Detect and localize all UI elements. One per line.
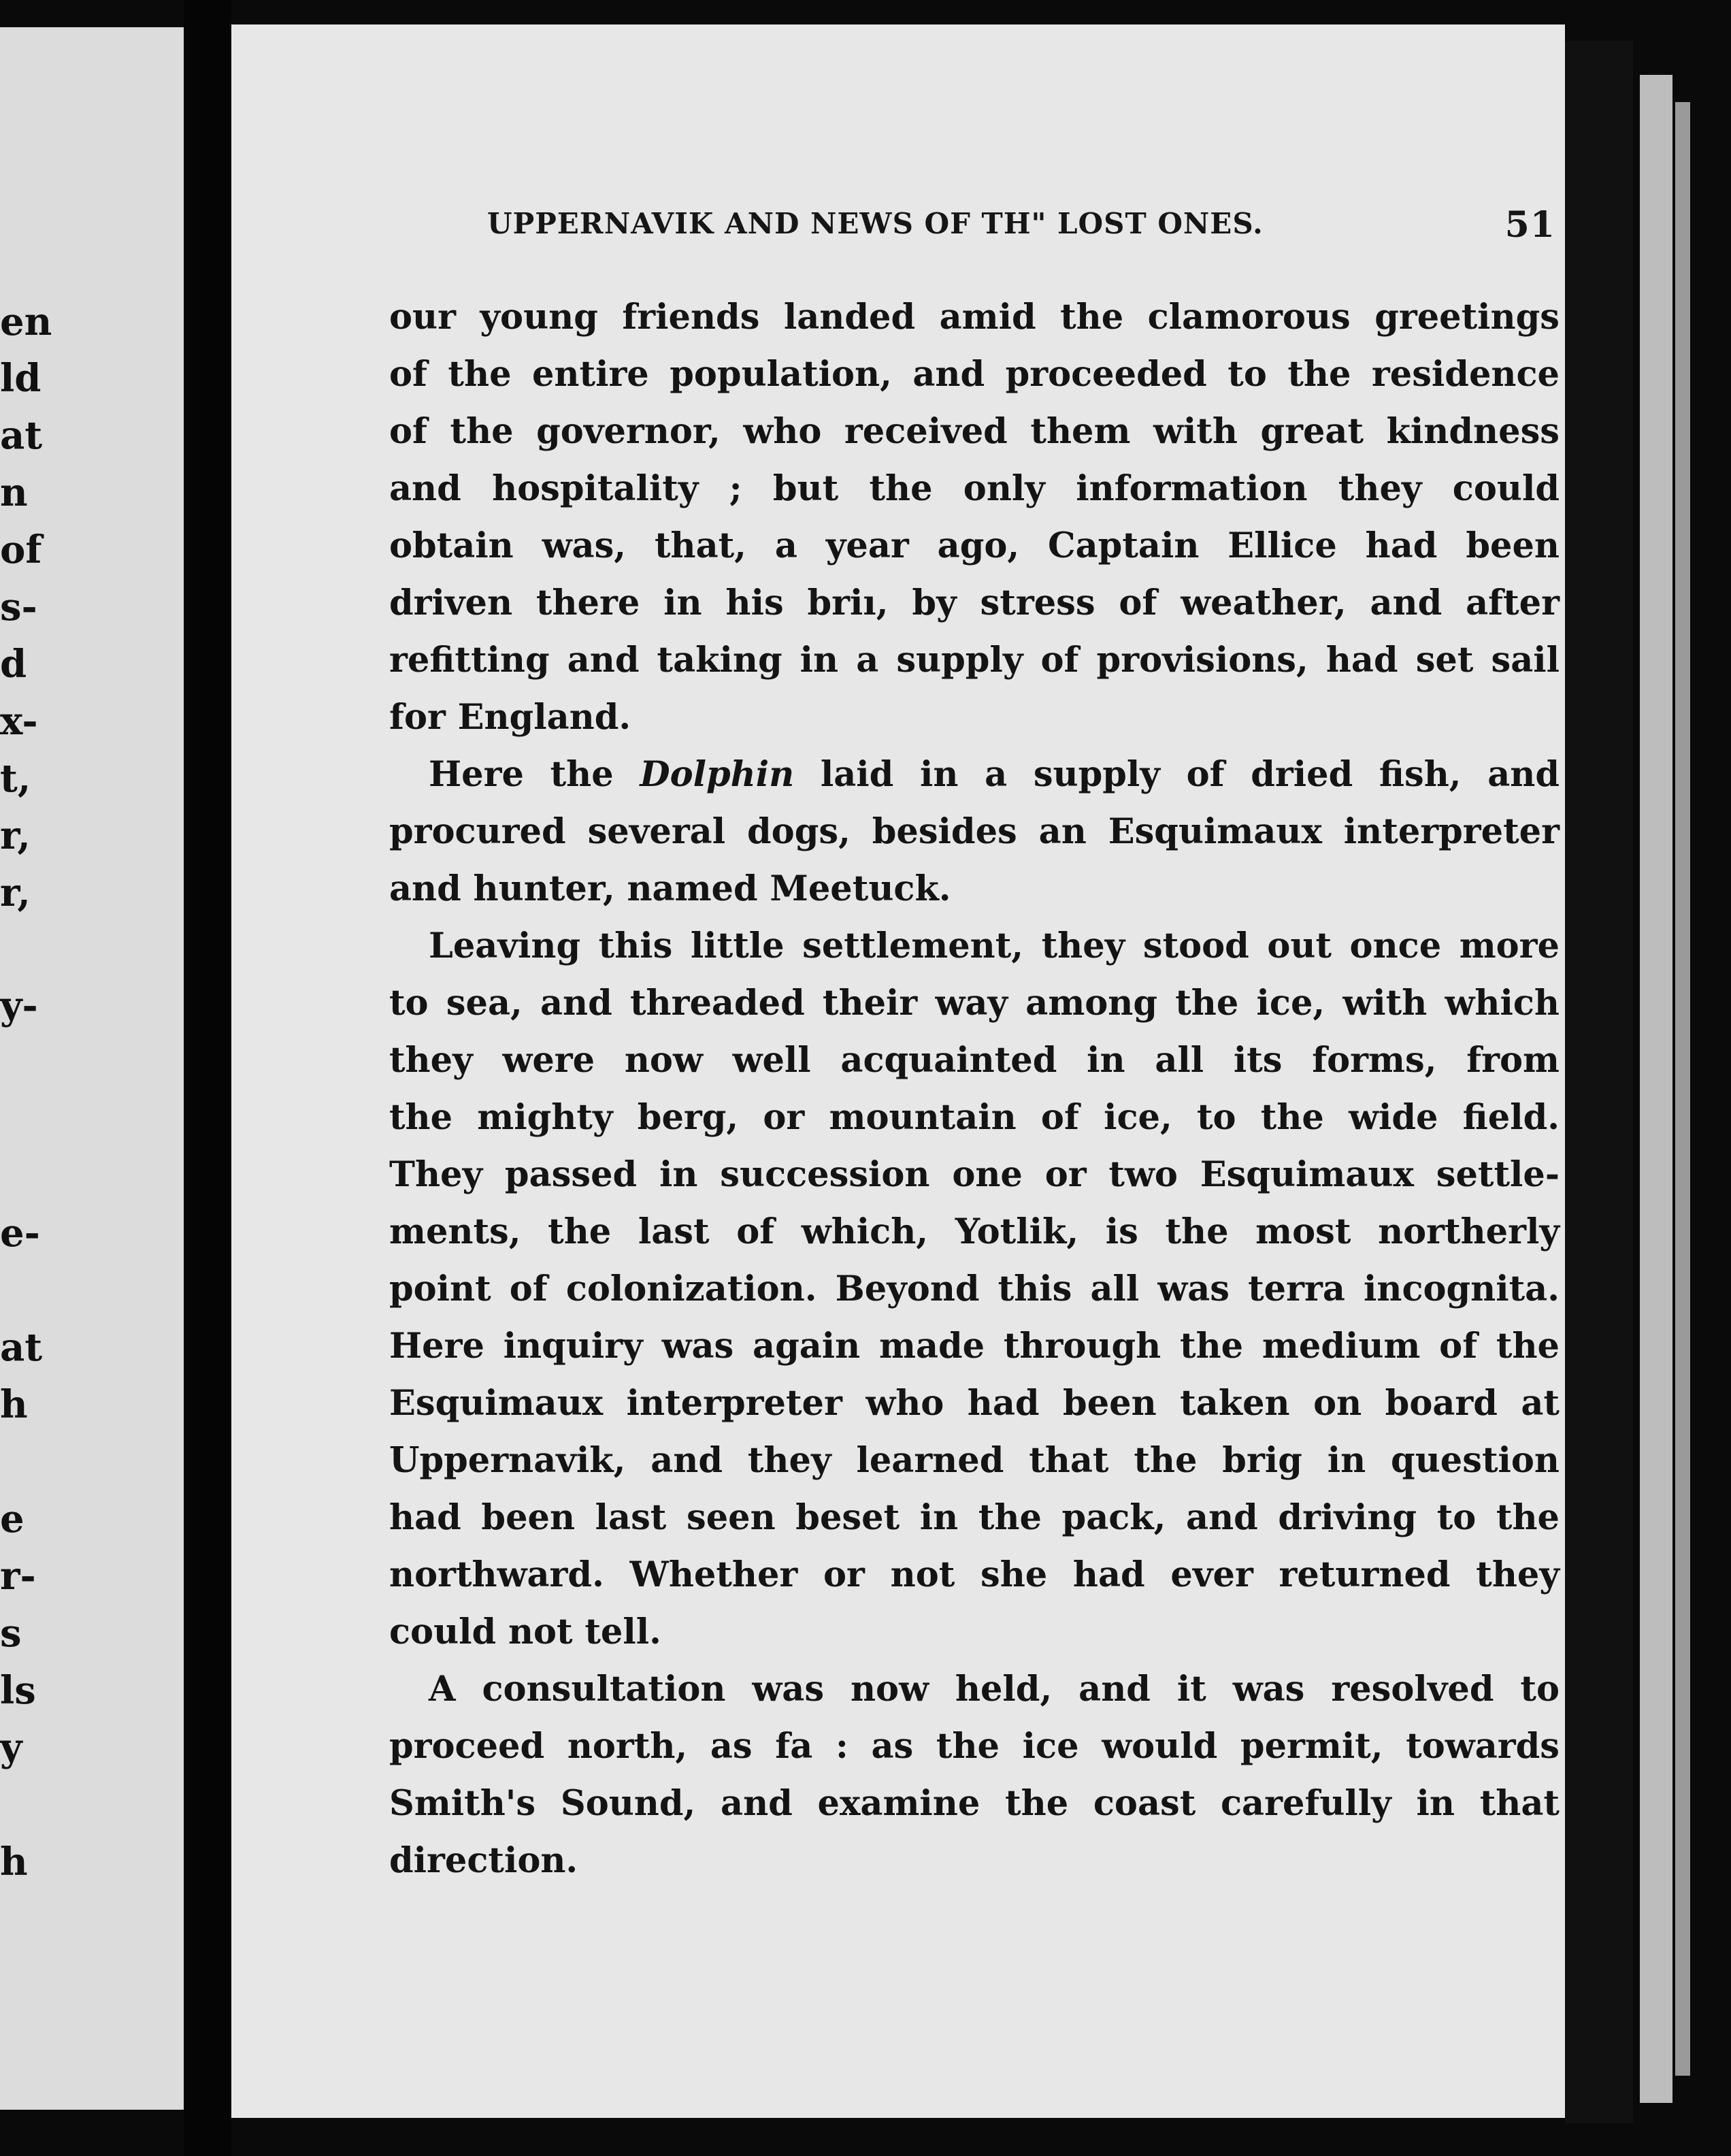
left-fragment: r-: [0, 1554, 36, 1599]
body-text: [389, 289, 1560, 1889]
left-fragment: s-: [0, 585, 37, 630]
paragraph: [389, 1661, 1560, 1889]
text-line: northward. Whether or not she had ever returned they: [389, 1554, 1560, 1595]
left-fragment: at: [0, 413, 43, 458]
running-title: UPPERNAVIK AND NEWS OF TH" LOST ONES.: [487, 207, 1264, 240]
text-line: proceed north, as fa : as the ice would permit, towards: [389, 1726, 1560, 1767]
text-line: Uppernavik, and they learned that the brig in question: [389, 1440, 1560, 1481]
text-line: could not tell.: [389, 1612, 661, 1652]
left-fragment: x-: [0, 699, 38, 744]
text-line: procured several dogs, besides an Esquimaux interpreter: [389, 811, 1560, 852]
text-line: Here the Dolphin laid in a supply of dried fish, and: [429, 754, 1560, 795]
page-stack-edge: [1640, 75, 1672, 2103]
left-fragment: e-: [0, 1211, 40, 1256]
text-line: driven there in his briı, by stress of weather, and after: [389, 583, 1560, 623]
book-edge-shadow: [1565, 41, 1633, 2123]
text-line: for England.: [389, 697, 631, 738]
text-line: had been last seen beset in the pack, and driving to the: [389, 1497, 1560, 1538]
text-line: They passed in succession one or two Esquimaux settle-: [389, 1154, 1560, 1195]
paragraph: [389, 917, 1560, 1661]
left-fragment: r,: [0, 870, 31, 915]
ship-name: Dolphin: [640, 754, 795, 795]
text-line: direction.: [389, 1840, 578, 1881]
text-line: obtain was, that, a year ago, Captain Ellice had been: [389, 525, 1560, 566]
left-fragment: h: [0, 1840, 28, 1884]
left-fragment: y-: [0, 983, 38, 1028]
left-fragment: e: [0, 1497, 24, 1541]
left-fragment: t,: [0, 756, 31, 801]
paragraph: [389, 289, 1560, 746]
page-number: 51: [1504, 204, 1555, 246]
text-line: of the governor, who received them with great kindness: [389, 411, 1560, 452]
left-fragment: at: [0, 1325, 43, 1370]
left-fragment: en: [0, 299, 52, 344]
text-line: to sea, and threaded their way among the ice, with which: [389, 983, 1560, 1024]
book-gutter: [184, 0, 231, 2156]
text-line: our young friends landed amid the clamorous greetings: [389, 297, 1560, 338]
paragraph: [389, 746, 1560, 917]
book-page: [231, 24, 1565, 2118]
left-fragment: of: [0, 527, 42, 572]
left-fragment: h: [0, 1382, 28, 1427]
left-fragment: d: [0, 642, 27, 687]
left-fragment: y: [0, 1725, 22, 1770]
text-line: and hospitality ; but the only information they could: [389, 468, 1560, 509]
left-fragment: n: [0, 470, 28, 515]
text-line: refitting and taking in a supply of provisions, had set sail: [389, 640, 1560, 681]
text-line: they were now well acquainted in all its forms, from: [389, 1040, 1560, 1081]
text-line: and hunter, named Meetuck.: [389, 868, 951, 909]
text-line: the mighty berg, or mountain of ice, to the wide field.: [389, 1097, 1560, 1138]
text-line: Here inquiry was again made through the medium of the: [389, 1326, 1560, 1367]
text-line: of the entire population, and proceeded to the residence: [389, 354, 1560, 395]
left-fragment: r,: [0, 813, 31, 858]
text-line: A consultation was now held, and it was resolved to: [429, 1669, 1560, 1710]
text-line: Smith's Sound, and examine the coast carefully in that: [389, 1783, 1560, 1824]
left-fragment: ld: [0, 356, 42, 401]
text-line: Esquimaux interpreter who had been taken on board at: [389, 1383, 1560, 1424]
text-line: point of colonization. Beyond this all was terra incognita.: [389, 1269, 1560, 1309]
text-line: Leaving this little settlement, they stood out once more: [429, 926, 1560, 966]
previous-page-fragment: [0, 27, 184, 2110]
text-line: ments, the last of which, Yotlik, is the most northerly: [389, 1211, 1560, 1252]
left-fragment: ls: [0, 1668, 36, 1713]
left-fragment: s: [0, 1611, 22, 1656]
page-stack-edge: [1675, 102, 1690, 2076]
